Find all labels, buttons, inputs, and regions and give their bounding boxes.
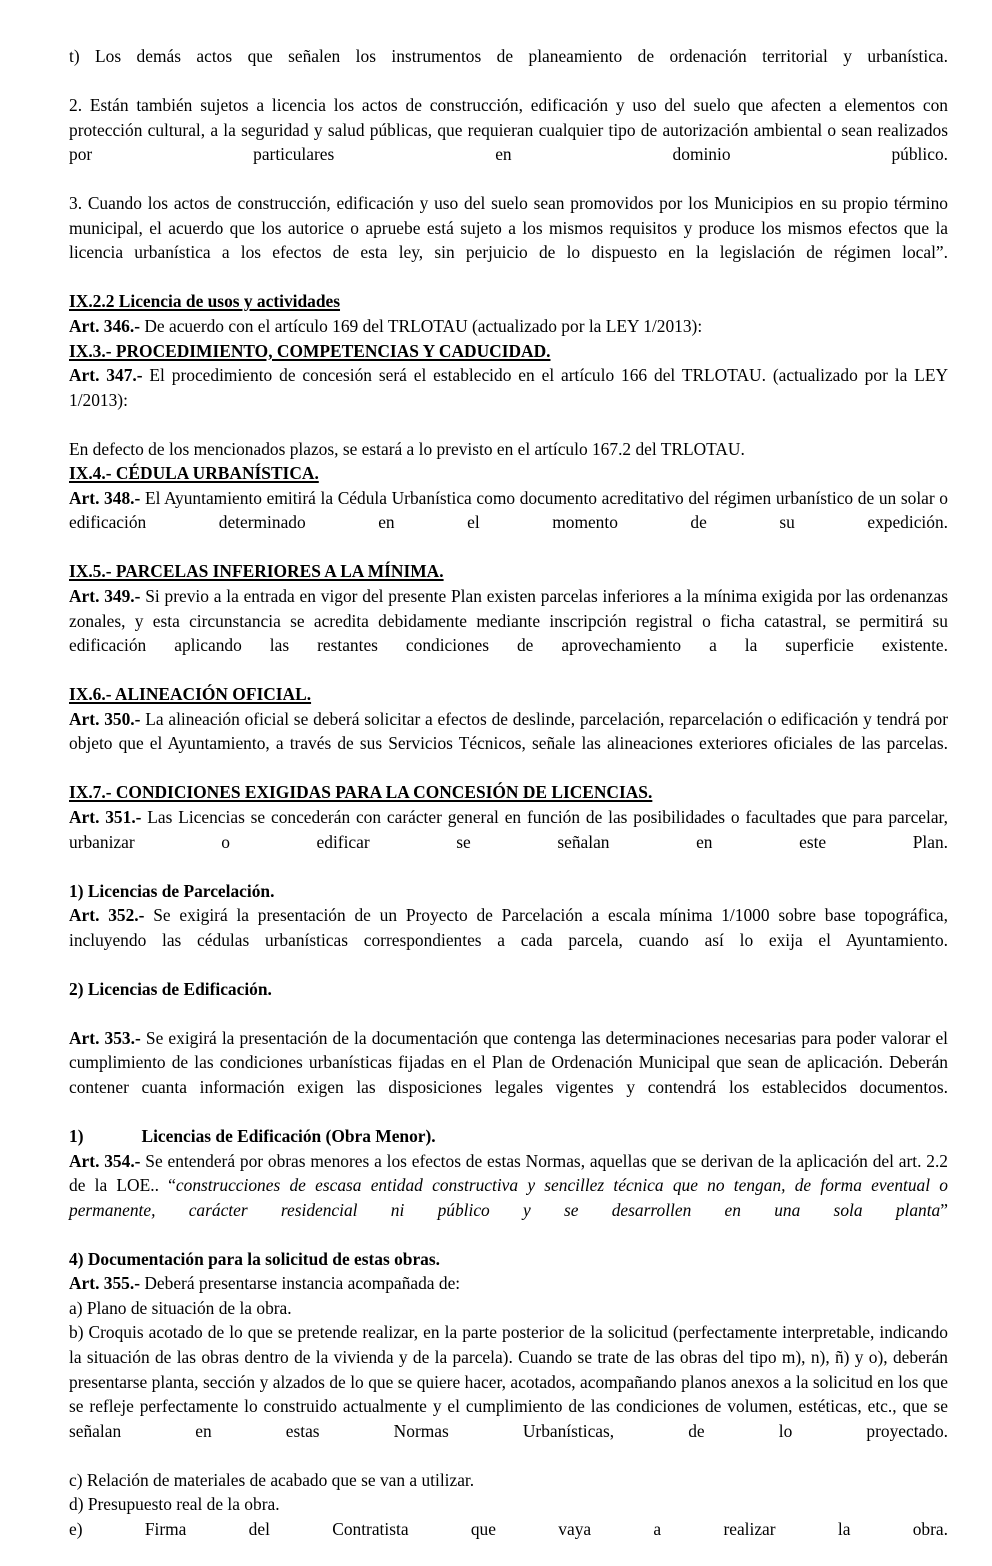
article-348-label: Art. 348.-	[69, 487, 141, 508]
article-352	[69, 903, 948, 977]
paragraph-clause-3: 3. Cuando los actos de construcción, edificación y uso del suelo sean promovidos por los Municipios en su propio término municipal, el acuerdo que los autorice o apruebe está sujeto a los mismos requisitos y produce los mismos efectos que la licencia urbanística a los efectos de esta ley, sin perjuicio de lo dispuesto en la legislación de régimen local”.	[69, 193, 948, 263]
list-item-c: c) Relación de materiales de acabado que se van a utilizar.	[69, 1469, 475, 1490]
article-354-text-lead: Se entenderá por obras menores a los efectos de estas Normas, aquellas que se derivan de la aplicación del art. 2.2 de la LOE.. “	[69, 1150, 948, 1196]
article-353-label: Art. 353.-	[69, 1027, 141, 1048]
heading-ix-5	[69, 559, 948, 584]
heading-licencias-parcelacion-text: 1) Licencias de Parcelación.	[69, 880, 275, 901]
article-352-label: Art. 352.-	[69, 905, 145, 926]
heading-ix-4-text: IX.4.- CÉDULA URBANÍSTICA.	[69, 463, 319, 484]
article-355-text: Deberá presentarse instancia acompañada de:	[140, 1273, 461, 1294]
heading-obra-menor	[69, 1124, 948, 1149]
heading-ix-3	[69, 339, 948, 364]
heading-ix-2-2	[69, 289, 948, 314]
article-351-text: Las Licencias se concederán con carácter general en función de las posibilidades o facultades que para parcelar, urbanizar o edificar se señalan en este Plan.	[69, 806, 948, 852]
heading-ix-2-2-text: IX.2.2 Licencia de usos y actividades	[69, 291, 341, 312]
list-item-d: d) Presupuesto real de la obra.	[69, 1494, 280, 1515]
article-348	[69, 486, 948, 560]
article-346-label: Art. 346.-	[69, 316, 140, 337]
article-354-text-tail: ”	[940, 1199, 948, 1220]
heading-documentacion	[69, 1247, 948, 1272]
heading-ix-3-text: IX.3.- PROCEDIMIENTO, COMPETENCIAS Y CADUCIDAD.	[69, 340, 551, 361]
paragraph-clause-2: 2. Están también sujetos a licencia los actos de construcción, edificación y uso del suelo que afecten a elementos con protección cultural, a la seguridad y salud públicas, que requieran cualquier tipo de autorización ambiental o sean realizados por particulares en dominio público.	[69, 95, 948, 165]
paragraph-item-t: t) Los demás actos que señalen los instrumentos de planeamiento de ordenación territorial y urbanística.	[69, 46, 948, 66]
heading-ix-6	[69, 682, 948, 707]
document-body-column	[69, 44, 948, 1566]
article-347-text: El procedimiento de concesión será el establecido en el artículo 166 del TRLOTAU. (actualizado por la LEY 1/2013):	[69, 365, 949, 410]
article-355	[69, 1271, 948, 1296]
heading-licencias-edificacion-text: 2) Licencias de Edificación.	[69, 978, 272, 999]
heading-ix-4	[69, 461, 948, 486]
blank-line-spacer	[69, 1001, 948, 1026]
article-352-text: Se exigirá la presentación de un Proyecto de Parcelación a escala mínima 1/1000 sobre base topográfica, incluyendo las cédulas urbanísticas correspondientes a cada parcela, cuando así lo exija el Ayuntamiento.	[69, 905, 948, 950]
list-item-e: e) Firma del Contratista que vaya a realizar la obra.	[69, 1518, 948, 1539]
article-346-text: De acuerdo con el artículo 169 del TRLOTAU (actualizado por la LEY 1/2013):	[140, 316, 703, 337]
article-346	[69, 314, 948, 339]
article-350-text: La alineación oficial se deberá solicitar a efectos de deslinde, parcelación, reparcelación o edificación y tendrá por objeto que el Ayuntamiento, a través de sus Servicios Técnicos, señale las alineaciones exteriores oficiales de las parcelas.	[69, 708, 948, 754]
article-351	[69, 805, 948, 879]
article-350-label: Art. 350.-	[69, 708, 141, 729]
heading-licencias-edificacion	[69, 977, 948, 1002]
article-354	[69, 1149, 948, 1247]
article-353-text: Se exigirá la presentación de la documentación que contenga las determinaciones necesarias para poder valorar el cumplimiento de las condiciones urbanísticas fijadas en el Plan de Ordenación Municipal que sean de aplicación. Deberán contener cuanta información exigen las disposiciones legales vigentes y contendrá los establecidos documentos.	[69, 1027, 949, 1097]
article-348-text: El Ayuntamiento emitirá la Cédula Urbanística como documento acreditativo del régimen urbanístico de un solar o edificación determinado en el momento de su expedición.	[69, 487, 948, 533]
heading-documentacion-text: 4) Documentación para la solicitud de estas obras.	[69, 1248, 440, 1269]
article-354-quote: construcciones de escasa entidad constructiva y sencillez técnica que no tengan, de forma eventual o permanente, carácter residencial ni público y se desarrollen en una sola planta	[69, 1175, 948, 1220]
heading-obra-menor-text: Licencias de Edificación (Obra Menor).	[141, 1126, 436, 1147]
list-item-b: b) Croquis acotado de lo que se pretende realizar, en la parte posterior de la solicitud (perfectamente interpretable, indicando la situación de las obras dentro de la vivienda y de la parcela). Cuando se trate de las obras del tipo m), n), ñ) y o), deberán presentarse planta, sección y alzados de lo que se quiere hacer, acotados, acompañando planos anexos a la solicitud en los que se refleje perfectamente lo construido actualmente y el cumplimiento de las condiciones de volumen, estéticas, etc., que se señalan en estas Normas Urbanísticas, de lo proyectado.	[69, 1322, 948, 1441]
heading-ix-7	[69, 780, 948, 805]
article-354-label: Art. 354.-	[69, 1150, 141, 1171]
paragraph-plazos: En defecto de los mencionados plazos, se estará a lo previsto en el artículo 167.2 del TRLOTAU.	[69, 438, 745, 459]
article-349	[69, 584, 948, 682]
article-355-label: Art. 355.-	[69, 1273, 140, 1294]
heading-licencias-parcelacion	[69, 879, 948, 904]
heading-ix-5-text: IX.5.- PARCELAS INFERIORES A LA MÍNIMA.	[69, 561, 444, 582]
article-351-label: Art. 351.-	[69, 806, 142, 827]
article-347-label: Art. 347.-	[69, 365, 143, 386]
article-347	[69, 363, 948, 437]
heading-ix-7-text: IX.7.- CONDICIONES EXIGIDAS PARA LA CONCESIÓN DE LICENCIAS.	[69, 782, 653, 803]
heading-ix-6-text: IX.6.- ALINEACIÓN OFICIAL.	[69, 684, 312, 705]
list-item-a: a) Plano de situación de la obra.	[69, 1297, 292, 1318]
heading-obra-menor-number: 1)	[69, 1126, 84, 1147]
article-349-label: Art. 349.-	[69, 586, 141, 607]
article-353	[69, 1026, 948, 1124]
article-349-text: Si previo a la entrada en vigor del presente Plan existen parcelas inferiores a la mínima exigida por las ordenanzas zonales, y esta circunstancia se acredita debidamente mediante inscripción registral o ficha catastral, se permitirá su edificación aplicando las restantes condiciones de aprovechamiento a la superficie existente.	[69, 586, 948, 656]
article-350	[69, 707, 948, 781]
